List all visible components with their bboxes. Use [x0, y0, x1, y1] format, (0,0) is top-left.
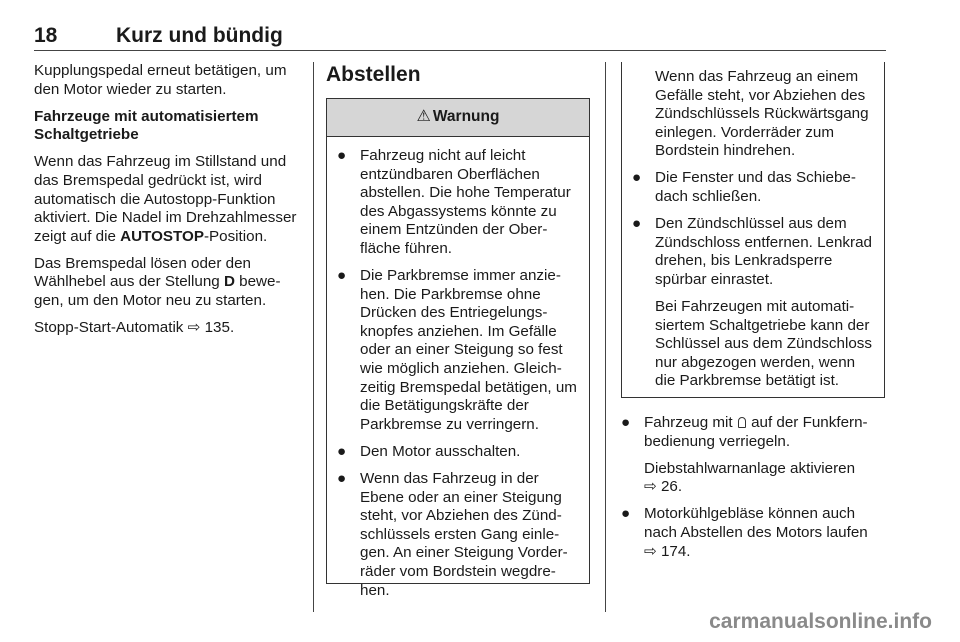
page-header	[34, 24, 886, 51]
column-divider	[313, 62, 314, 612]
gear-d-term: D	[223, 273, 235, 291]
page-number: 18	[34, 24, 58, 47]
chapter-title: Kurz und bündig	[116, 24, 283, 47]
warning-box	[326, 98, 590, 599]
paragraph-restart: Kupplungspedal erneut betätigen, um den Motor wieder zu starten.	[34, 62, 287, 98]
column-left	[34, 62, 302, 346]
list-item: ● Den Motor ausschalten.	[337, 442, 521, 460]
list-item: ● Den Zündschlüssel aus dem Zündschloss entfernen. Lenkrad drehen, bis Lenkradsperre spürbar einrastet.	[632, 215, 872, 288]
list-item: ● Die Parkbremse immer anziehen. Die Parkbremse ohne Drücken des Entriegelungsknopfes anziehen. Im Gefälle oder an einer Steigung so fest wie möglich anziehen. Gleichzeitig Bremspedal betätigen, um die Betätigungskräfte der Parkbremse zu verringern.	[337, 267, 577, 433]
reference-arrow-icon: ⇨	[644, 478, 657, 496]
list-item: ● Wenn das Fahrzeug in der Ebene oder an einer Steigung steht, vor Abziehen des Zündschlüssels ersten Gang einlegen. An einer Steigung Vorderräder vom Bordstein wegdrehen.	[337, 470, 568, 599]
list-item: ● Motorkühlgebläse können auch nach Abstellen des Motors laufen ⇨ 174.	[621, 505, 868, 560]
list-item: ● Fahrzeug nicht auf leicht entzündbaren Oberflächen abstellen. Die hohe Temperatur des Abgassystems könnte zu einem Entzünden der Oberfläche führen.	[337, 147, 571, 257]
warning-triangle-icon: ⚠	[416, 108, 431, 126]
warning-header	[327, 99, 589, 137]
subheading-automated-gearbox: Fahrzeuge mit automatisiertem Schaltgetriebe	[34, 107, 259, 144]
crossref-stop-start[interactable]: Stopp-Start-Automatik ⇨ 135.	[34, 319, 235, 337]
autostop-term: AUTOSTOP	[120, 227, 204, 245]
reference-arrow-icon: ⇨	[187, 319, 201, 337]
list-item: ● Die Fenster und das Schiebedach schließen.	[632, 169, 856, 206]
section-title: Abstellen	[326, 63, 421, 86]
crossref-alarm[interactable]: Diebstahlwarnanlage aktivieren ⇨ 26.	[644, 459, 856, 496]
column-divider	[605, 62, 606, 612]
parking-steps-list	[621, 414, 889, 570]
warning-box-continued	[621, 62, 885, 398]
automated-gearbox-note: Bei Fahrzeugen mit automatisiertem Schaltgetriebe kann der Schlüssel aus dem Zündschloss nur abgezogen werden, wenn die Parkbremse betätigt ist.	[655, 298, 872, 390]
warning-continued-text: Wenn das Fahrzeug an einem Gefälle steht, vor Abziehen des Zündschlüssels Rückwärtsgang einlegen. Vorderräder zum Bordstein hindrehen.	[655, 68, 869, 160]
watermark: carmanualsonline.info	[709, 610, 932, 633]
reference-arrow-icon: ⇨	[644, 542, 657, 560]
crossref-cooling-fan[interactable]: 174.	[660, 542, 691, 560]
warning-list	[327, 137, 589, 600]
warning-label: Warnung	[432, 108, 500, 126]
lock-icon	[738, 417, 746, 428]
column-middle	[326, 62, 592, 599]
warning-list-continued	[632, 169, 874, 289]
paragraph-release-brake: Das Bremspedal lösen oder den Wählhebel aus der Stellung D bewegen, um den Motor neu zu starten.	[34, 254, 281, 310]
list-item: ● Fahrzeug mit auf der Funkfernbedienung verriegeln.	[621, 414, 868, 450]
paragraph-autostop: Wenn das Fahrzeug im Stillstand und das Bremspedal gedrückt ist, wird automatisch die Autostopp-Funktion aktiviert. Die Nadel im Drehzahlmesser zeigt auf die AUTOSTOP-Position.	[34, 153, 297, 245]
